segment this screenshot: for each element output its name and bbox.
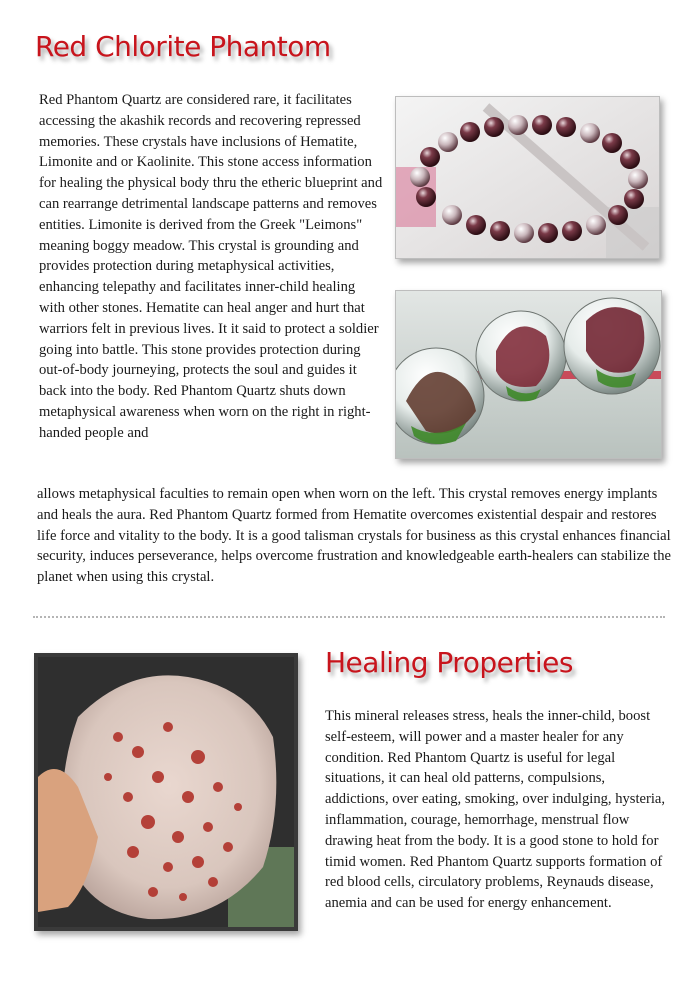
healing-properties-paragraph: This mineral releases stress, heals the inner-child, boost self-esteem, will power and a master healer for any condition. Red Phantom Quartz is useful for legal situations, it can heal old patterns, compulsions, addictions, over eating, smoking, over indulging, hysteria, inflammation, courage, hemorrhage, menstrual flow drawing heat from the body. It is a good stone to hold for timid women. Red Phantom Quartz supports formation of red blood cells, circulatory problems, Reynauds disease, anemia and can be used for energy enhancement.: [325, 708, 666, 912]
phantom-beads-closeup-photo: [395, 290, 662, 459]
bracelet-photo: [395, 96, 660, 259]
section-title-red-chlorite-phantom: Red Chlorite Phantom: [35, 30, 331, 63]
intro-paragraph-full-width: allows metaphysical faculties to remain open when worn on the left. This crystal removes energy implants and heals the aura. Red Phantom Quartz formed from Hematite overcomes existential despair and restores life force and vitality to the body. It is a good talisman crystals for business as this crystal enhances financial security, induces perseverance, helps overcome frustration and knowledgeable earth-healers can stabilize the planet when using this crystal.: [37, 486, 672, 586]
red-phantom-quartz-cluster-photo: [34, 653, 298, 931]
section-divider: [33, 616, 665, 618]
section-title-healing-properties: Healing Properties: [325, 646, 573, 679]
intro-paragraph-wrapped: Red Phantom Quartz are considered rare, it facilitates accessing the akashik records and recovering repressed memories. These crystals have inclusions of Hematite, Limonite and or Kaolinite. This stone access information for healing the physical body thru the etheric blueprint and can rearrange detrimental landscape patterns and removes entities. Limonite is derived from the Greek "Leimons" meaning boggy meadow. This crystal is grounding and provides protection during metaphysical activities, enhancing telepathy and facilitates inner-child healing with other stones. Hematite can heal anger and hurt that warriors felt in previous lives. It it said to protect a soldier going into battle. This stone provides protection during out-of-body journeying, protects the soul and guides it back into the body. Red Phantom Quartz shuts down metaphysical awareness when worn on the right in right-handed people and: [39, 92, 383, 441]
